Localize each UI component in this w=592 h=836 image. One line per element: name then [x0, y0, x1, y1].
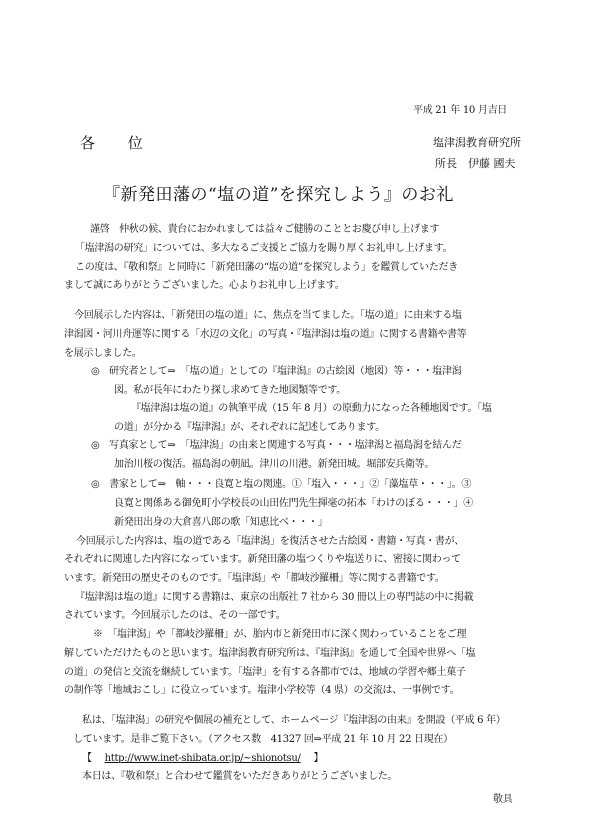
bracket-close: 】 [313, 753, 324, 764]
greeting: 謹啓 仲秋の候、貴台におかれましては益々ご健勝のこととお慶び申し上げます [90, 224, 440, 235]
letter-date: 平成 21 年 10 月吉日 [413, 105, 507, 116]
letter-title: 『新発田藩の“塩の道”を探究しよう』のお礼 [103, 185, 454, 205]
paragraph: 本日は、『敬和祭』と合わせて鑑賞をいただきありがとうございました。 [82, 771, 398, 782]
organization-name: 塩津潟教育研究所 [433, 136, 521, 149]
paragraph: 『塩津潟は塩の道』に関する書籍は、東京の出版社 7 社から 30 冊以上の専門誌の中に掲載 [75, 592, 474, 603]
paragraph: 「塩津潟の研究」については、多大なるご支援とご協力を賜り厚くお礼申し上げます。 [75, 243, 453, 254]
paragraph: しています。是非ご覧下さい。（アクセス数 41327 回⇒平成 21 年 10 月 22 日現在） [73, 734, 453, 745]
list-item: ◎ 写真家として⇒ 「塩津潟」の由来と関連する写真・・・塩津潟と福島潟を結んだ [91, 440, 462, 451]
paragraph: それぞれに関連した内容になっています。新発田藩の塩つくりや塩送りに、密接に関わって [64, 554, 461, 565]
list-item: 図。私が長年にわたり探し求めてきた地図類等です。 [114, 385, 346, 396]
addressee: 各 位 [80, 134, 157, 152]
note: ※ 「塩津潟」や「都岐沙羅柵」が、胎内市と新発田市に深く関わっていることをご理 [93, 629, 467, 640]
note: の制作等「地域おこし」に役立っています。塩津小学校等（4 県）の交流は、一事例です。 [64, 685, 460, 696]
list-item: の道」が分かる『塩津潟』が、それぞれに記述してあります。 [114, 422, 385, 433]
list-item: 良寛と関係ある御免町小学校長の山田佐門先生揮毫の拓本「わけのぼる・・・」④ [114, 498, 473, 509]
bracket-open: 【 [82, 753, 92, 764]
list-item: ◎ 研究者として⇒ 「塩の道」としての『塩津潟』の古絵図（地図）等・・・塩津潟 [91, 366, 462, 377]
homepage-link[interactable]: http://www.inet-shibata.or.jp/~shionotsu/ [104, 753, 301, 764]
paragraph: まして誠にありがとうございました。心よりお礼申し上げます。 [64, 280, 345, 291]
list-item: 『塩津潟は塩の道』の執筆平成（15 年 8 月）の原動力になった各種地図です。「塩 [131, 403, 492, 414]
paragraph: 今回展示した内容は、塩の道である「塩津潟」を復活させた古絵図・書籍・写真・書が、 [76, 536, 464, 547]
closing-word: 敬具 [493, 794, 513, 805]
paragraph: 津潟図・河川舟運等に関する「水辺の文化」の写真・『塩津潟は塩の道』に関する書籍や書等 [64, 329, 467, 340]
paragraph: います。新発田の歴史そのものです。「塩津潟」や「都岐沙羅柵」等に関する書籍です。 [64, 573, 445, 584]
note: 解していただけたものと思います。塩津潟教育研究所は、『塩津潟』を通して全国や世界へ「塩 [64, 648, 476, 659]
paragraph: この度は、『敬和祭』と同時に「新発田藩の“塩の道”を探究しよう」を鑑賞していただき [75, 262, 458, 273]
homepage-link-line [82, 751, 323, 767]
note: の道」の発信と交流を継続しています。「塩津」を有する各都市では、地域の学習や郷土菓子 [64, 667, 466, 678]
paragraph: 私は、「塩津潟」の研究や個展の補充として、ホームページ『塩津潟の由来』を開設（平成 6 年） [82, 715, 506, 726]
list-item: 新発田出身の大倉喜八郎の歌「知恵比べ・・・」 [114, 517, 328, 528]
list-item: 加治川桜の復活。福島潟の朝凪。津川の川港。新発田城。堀部安兵衛等。 [114, 459, 435, 470]
paragraph: されています。今回展示したのは、その一部です。 [64, 610, 286, 621]
signature: 所長 伊藤 國夫 [435, 157, 516, 170]
paragraph: 今回展示した内容は、「新発田の塩の道」に、焦点を当てました。「塩の道」に由来する塩 [74, 310, 462, 321]
paragraph: を展示しました。 [64, 348, 142, 359]
list-item: ◎ 書家として⇒ 軸・・・良寛と塩の関連。①「塩入・・・」②「藻塩草・・・」。③ [91, 479, 472, 490]
